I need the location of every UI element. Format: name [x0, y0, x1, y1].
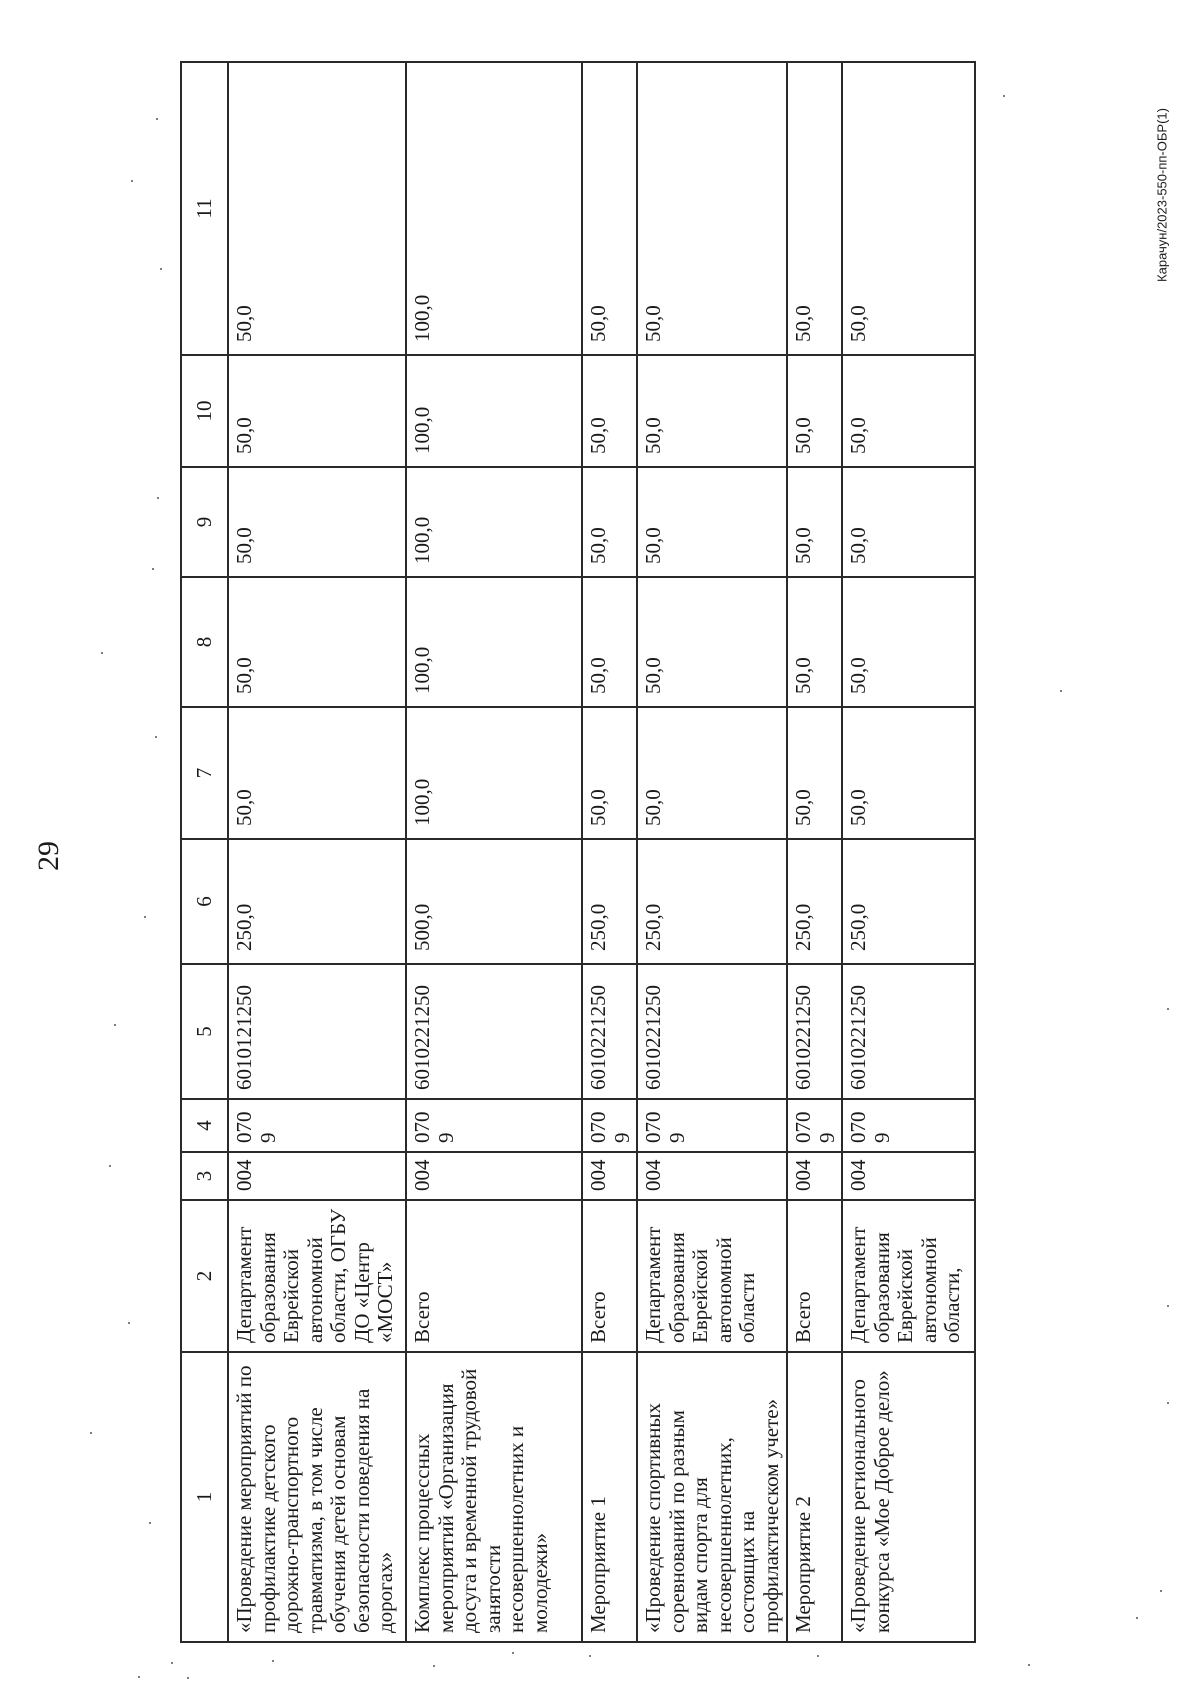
table-row — [787, 62, 842, 1642]
col-header-4: 4 — [181, 1099, 228, 1152]
amount-year-2: 50,0 — [582, 577, 637, 707]
scan-speck — [156, 118, 158, 120]
scan-speck — [90, 1432, 92, 1434]
scan-speck — [1167, 1402, 1169, 1404]
amount-total: 250,0 — [582, 839, 637, 964]
grbs-code: 004 — [406, 1152, 582, 1200]
target-article-code: 6010221250 — [842, 964, 975, 1099]
amount-year-2: 100,0 — [406, 577, 582, 707]
budget-table — [180, 61, 976, 1643]
grbs-code: 004 — [787, 1152, 842, 1200]
document-code: Карачун/2023-550-пп-ОБР(1) — [1154, 108, 1170, 282]
amount-year-4: 50,0 — [787, 355, 842, 467]
amount-year-3: 50,0 — [842, 467, 975, 577]
responsible-party: Департамент образования Еврейской автономной области, — [842, 1200, 975, 1352]
amount-year-1: 100,0 — [406, 707, 582, 839]
col-header-11: 11 — [181, 62, 228, 355]
scan-speck — [128, 1322, 130, 1324]
amount-year-3: 50,0 — [637, 467, 787, 577]
scan-speck — [187, 1677, 189, 1679]
col-header-5: 5 — [181, 964, 228, 1099]
col-header-8: 8 — [181, 577, 228, 707]
scan-speck — [1160, 1590, 1162, 1592]
table-row — [406, 62, 582, 1642]
activity-name: Мероприятие 2 — [787, 1352, 842, 1642]
scan-speck — [272, 1660, 274, 1662]
grbs-code: 004 — [842, 1152, 975, 1200]
amount-year-3: 50,0 — [582, 467, 637, 577]
section-code: 0709 — [637, 1099, 787, 1152]
section-code: 0709 — [582, 1099, 637, 1152]
scan-speck — [512, 1652, 514, 1654]
grbs-code: 004 — [637, 1152, 787, 1200]
amount-total: 250,0 — [637, 839, 787, 964]
amount-year-1: 50,0 — [582, 707, 637, 839]
section-code: 0709 — [406, 1099, 582, 1152]
scan-speck — [109, 1165, 111, 1167]
scan-speck — [589, 1655, 591, 1657]
scan-speck — [817, 1655, 819, 1657]
section-code: 0709 — [787, 1099, 842, 1152]
section-code: 0709 — [228, 1099, 406, 1152]
target-article-code: 6010221250 — [406, 964, 582, 1099]
activity-name: «Проведение регионального конкурса «Мое Доброе дело» — [842, 1352, 975, 1642]
amount-year-5: 50,0 — [228, 62, 406, 355]
responsible-party: Всего — [787, 1200, 842, 1352]
responsible-party: Департамент образования Еврейской автономной области — [637, 1200, 787, 1352]
grbs-code: 004 — [582, 1152, 637, 1200]
responsible-party: Всего — [406, 1200, 582, 1352]
amount-year-1: 50,0 — [842, 707, 975, 839]
grbs-code: 004 — [228, 1152, 406, 1200]
amount-year-3: 100,0 — [406, 467, 582, 577]
responsible-party: Департамент образования Еврейской автономной области, ОГБУ ДО «Центр «МОСТ» — [228, 1200, 406, 1352]
amount-year-1: 50,0 — [228, 707, 406, 839]
scan-speck — [155, 736, 157, 738]
scan-speck — [157, 497, 159, 499]
amount-year-5: 50,0 — [637, 62, 787, 355]
table-row — [582, 62, 637, 1642]
table-row — [228, 62, 406, 1642]
page-number: 29 — [32, 841, 65, 871]
amount-year-2: 50,0 — [228, 577, 406, 707]
amount-year-5: 100,0 — [406, 62, 582, 355]
amount-year-5: 50,0 — [842, 62, 975, 355]
amount-year-4: 100,0 — [406, 355, 582, 467]
amount-year-2: 50,0 — [787, 577, 842, 707]
amount-total: 250,0 — [228, 839, 406, 964]
scan-speck — [101, 652, 103, 654]
col-header-9: 9 — [181, 467, 228, 577]
col-header-2: 2 — [181, 1200, 228, 1352]
amount-year-1: 50,0 — [787, 707, 842, 839]
scan-speck — [138, 1676, 140, 1678]
scan-speck — [144, 916, 146, 918]
scan-speck — [114, 1024, 116, 1026]
col-header-10: 10 — [181, 355, 228, 467]
scan-speck — [149, 1522, 151, 1524]
target-article-code: 6010221250 — [787, 964, 842, 1099]
table-row — [842, 62, 975, 1642]
scan-speck — [1003, 95, 1005, 97]
amount-year-4: 50,0 — [842, 355, 975, 467]
amount-year-3: 50,0 — [228, 467, 406, 577]
scan-speck — [433, 1665, 435, 1667]
header-row — [181, 62, 228, 1642]
amount-year-5: 50,0 — [787, 62, 842, 355]
amount-total: 250,0 — [842, 839, 975, 964]
amount-year-1: 50,0 — [637, 707, 787, 839]
table-row — [637, 62, 787, 1642]
activity-name: Мероприятие 1 — [582, 1352, 637, 1642]
amount-year-4: 50,0 — [582, 355, 637, 467]
amount-year-4: 50,0 — [637, 355, 787, 467]
amount-total: 250,0 — [787, 839, 842, 964]
scan-speck — [160, 268, 162, 270]
col-header-1: 1 — [181, 1352, 228, 1642]
col-header-6: 6 — [181, 839, 228, 964]
scan-speck — [1136, 1617, 1138, 1619]
target-article-code: 6010121250 — [228, 964, 406, 1099]
amount-year-3: 50,0 — [787, 467, 842, 577]
amount-year-2: 50,0 — [637, 577, 787, 707]
responsible-party: Всего — [582, 1200, 637, 1352]
section-code: 0709 — [842, 1099, 975, 1152]
col-header-7: 7 — [181, 707, 228, 839]
scan-speck — [1060, 690, 1062, 692]
amount-year-5: 50,0 — [582, 62, 637, 355]
col-header-3: 3 — [181, 1152, 228, 1200]
amount-year-2: 50,0 — [842, 577, 975, 707]
target-article-code: 6010221250 — [582, 964, 637, 1099]
activity-name: Комплекс процессных мероприятий «Организация досуга и временной трудовой занятости несовершеннолетних и молодежи» — [406, 1352, 582, 1642]
target-article-code: 6010221250 — [637, 964, 787, 1099]
budget-table-container — [180, 63, 976, 1643]
amount-year-4: 50,0 — [228, 355, 406, 467]
activity-name: «Проведение спортивных соревнований по разным видам спорта для несовершеннолетних, состоящих на профилактическом учете» — [637, 1352, 787, 1642]
amount-total: 500,0 — [406, 839, 582, 964]
scan-speck — [1167, 1305, 1169, 1307]
scan-speck — [152, 568, 154, 570]
scan-speck — [131, 180, 133, 182]
scan-speck — [1028, 1664, 1030, 1666]
scan-speck — [171, 1662, 173, 1664]
scan-speck — [1167, 1008, 1169, 1010]
activity-name: «Проведение мероприятий по профилактике детского дорожно-транспортного травматизма, в том числе обучения детей основам безопасности поведения на дорогах» — [228, 1352, 406, 1642]
